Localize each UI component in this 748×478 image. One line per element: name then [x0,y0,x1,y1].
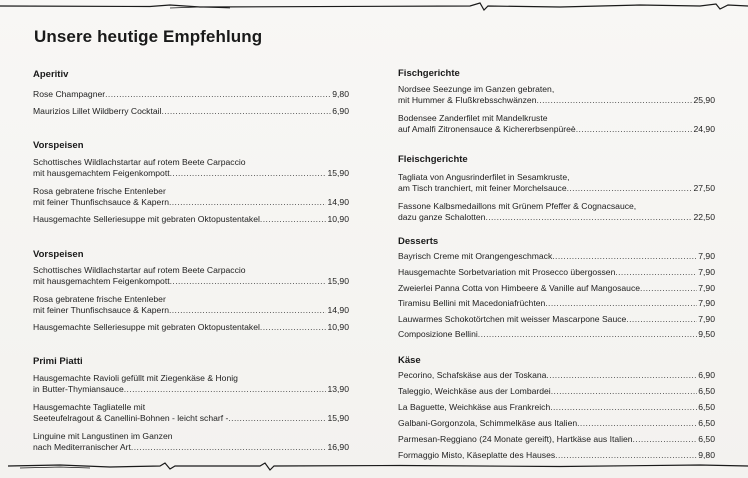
bottom-decorative-rule [0,460,748,472]
dot-leader [551,386,698,397]
menu-item [33,89,349,100]
menu-item-description: Hausgemachte Selleriesuppe mit gebraten Oktopustentakel [33,322,260,332]
menu-item [398,434,715,445]
menu-item-description: Taleggio, Weichkäse aus der Lombardei [398,386,551,396]
dot-leader [161,106,331,117]
menu-item-price: 7,90 [698,267,715,277]
dot-leader [478,329,697,340]
dot-leader [485,212,692,223]
menu-item [33,294,349,316]
section-heading-desserts: Desserts [398,236,439,247]
menu-item-price: 22,50 [693,212,715,222]
dot-leader [105,89,331,100]
section-heading-kase: Käse [398,355,421,366]
dot-leader [228,413,326,424]
menu-item-price: 16,90 [327,442,349,452]
dot-leader [169,197,327,208]
menu-item-description: Nordsee Seezunge im Ganzen gebraten, [398,84,555,94]
menu-item-price: 15,90 [327,413,349,423]
dot-leader [577,418,697,429]
menu-item [398,370,715,381]
dot-leader [537,95,693,106]
dot-leader [260,322,327,333]
menu-item [33,431,349,453]
menu-item-description: auf Amalfi Zitronensauce & Kichererbsenpüreè [398,124,576,134]
dot-leader [170,276,327,287]
menu-item-price: 14,90 [327,197,349,207]
menu-item-description: Maurizios Lillet Wildberry Cocktail [33,106,162,116]
menu-item [398,113,715,135]
menu-item-description: Schottisches Wildlachstartar auf rotem Beete Carpaccio [33,157,246,167]
menu-item-price: 10,90 [327,214,349,224]
menu-item-description: Rose Champagner [33,89,106,99]
menu-item [33,186,349,208]
menu-item-description: Galbani-Gorgonzola, Schimmelkäse aus Italien [398,418,578,428]
menu-item-description: Composizione Bellini [398,329,478,339]
top-decorative-rule [0,0,748,12]
menu-item [33,265,349,287]
menu-item-price: 6,50 [698,418,715,428]
menu-item-price: 15,90 [327,168,349,178]
dot-leader [633,434,698,445]
menu-item-description: Lauwarmes Schokotörtchen mit weisser Mascarpone Sauce [398,314,627,324]
menu-item [398,267,715,278]
menu-item [398,283,715,294]
menu-item-description: Rosa gebratene frische Entenleber [33,186,166,196]
menu-item-description: Hausgemachte Selleriesuppe mit gebraten Oktopustentakel [33,214,260,224]
menu-item-description: am Tisch tranchiert, mit feiner Morchelsauce [398,183,567,193]
menu-item-description: Hausgemachte Ravioli gefüllt mit Ziegenkäse & Honig [33,373,238,383]
dot-leader [260,214,327,225]
menu-item-description: Fassone Kalbsmedaillons mit Grünem Pfeffer & Cognacsauce, [398,201,637,211]
dot-leader [550,402,697,413]
menu-item-description: Parmesan-Reggiano (24 Monate gereift), Hartkäse aus Italien [398,434,633,444]
menu-item-price: 6,50 [698,434,715,444]
dot-leader [576,124,693,135]
menu-item-description: mit feiner Thunfischsauce & Kapern [33,305,169,315]
menu-item-description: mit hausgemachtem Feigenkompott [33,276,170,286]
menu-item [398,329,715,340]
dot-leader [567,183,693,194]
menu-item-price: 14,90 [327,305,349,315]
dot-leader [552,251,697,262]
menu-item-price: 9,50 [698,329,715,339]
dot-leader [546,370,697,381]
dot-leader [626,314,697,325]
dot-leader [615,267,697,278]
menu-item-price: 9,80 [332,89,349,99]
menu-item-description: Pecorino, Schafskäse aus der Toskana [398,370,547,380]
menu-item [398,386,715,397]
dot-leader [124,384,327,395]
menu-item-price: 7,90 [698,283,715,293]
dot-leader [169,305,327,316]
menu-item [33,402,349,424]
menu-item-description: Bayrisch Creme mit Orangengeschmack [398,251,553,261]
menu-item-price: 6,50 [698,386,715,396]
menu-item-price: 7,90 [698,251,715,261]
menu-item [398,298,715,309]
menu-item-price: 13,90 [327,384,349,394]
menu-item [33,106,349,117]
dot-leader [545,298,697,309]
menu-item [398,402,715,413]
section-heading-primi-piatti: Primi Piatti [33,356,83,367]
menu-item-description: Hausgemachte Sorbetvariation mit Prosecco übergossen [398,267,616,277]
menu-item-price: 7,90 [698,314,715,324]
menu-item-description: mit Hummer & Flußkrebsschwänzen [398,95,537,105]
menu-item-price: 25,90 [693,95,715,105]
menu-item [398,84,715,106]
menu-item-description: Rosa gebratene frische Entenleber [33,294,166,304]
menu-item-description: Tagliata von Angusrinderfilet in Sesamkruste, [398,172,570,182]
menu-item-price: 27,50 [693,183,715,193]
menu-item-description: Linguine mit Langustinen im Ganzen [33,431,173,441]
section-heading-fischgerichte: Fischgerichte [398,68,460,79]
menu-item-description: Hausgemachte Tagliatelle mit [33,402,146,412]
menu-item-price: 7,90 [698,298,715,308]
menu-item [398,314,715,325]
dot-leader [640,283,697,294]
menu-item-description: nach Mediterranischer Art [33,442,131,452]
menu-item [398,251,715,262]
menu-item [33,214,349,225]
menu-item-description: dazu ganze Schalotten [398,212,486,222]
menu-item-description: Bodensee Zanderfilet mit Mandelkruste [398,113,548,123]
dot-leader [131,442,327,453]
menu-item-description: mit hausgemachtem Feigenkompott [33,168,170,178]
menu-item-price: 9,80 [698,450,715,460]
section-heading-fleischgerichte: Fleischgerichte [398,154,468,165]
menu-item [33,373,349,395]
menu-item-price: 6,50 [698,402,715,412]
menu-item [398,172,715,194]
menu-item [33,157,349,179]
menu-item-price: 15,90 [327,276,349,286]
menu-item [398,201,715,223]
menu-item-description: Seeteufelragout & Canellini-Bohnen - leicht scharf - [33,413,229,423]
menu-item-price: 24,90 [693,124,715,134]
section-heading-vorspeisen: Vorspeisen [33,140,84,151]
menu-item-description: Formaggio Misto, Käseplatte des Hauses [398,450,556,460]
page-title: Unsere heutige Empfehlung [34,27,263,46]
menu-item-description: Zweierlei Panna Cotta von Himbeere & Vanille auf Mangosauce [398,283,641,293]
menu-item-description: mit feiner Thunfischsauce & Kapern [33,197,169,207]
menu-item-description: La Baguette, Weichkäse aus Frankreich [398,402,551,412]
menu-item [398,418,715,429]
menu-item-price: 6,90 [698,370,715,380]
section-heading-aperitiv: Aperitiv [33,69,69,80]
menu-item-price: 10,90 [327,322,349,332]
dot-leader [170,168,327,179]
menu-item-price: 6,90 [332,106,349,116]
menu-item-description: Schottisches Wildlachstartar auf rotem Beete Carpaccio [33,265,246,275]
menu-item [33,322,349,333]
menu-item-description: in Butter-Thymiansauce [33,384,124,394]
menu-item-description: Tiramisu Bellini mit Macedoniafrüchten [398,298,546,308]
section-heading-vorspeisen: Vorspeisen [33,249,84,260]
